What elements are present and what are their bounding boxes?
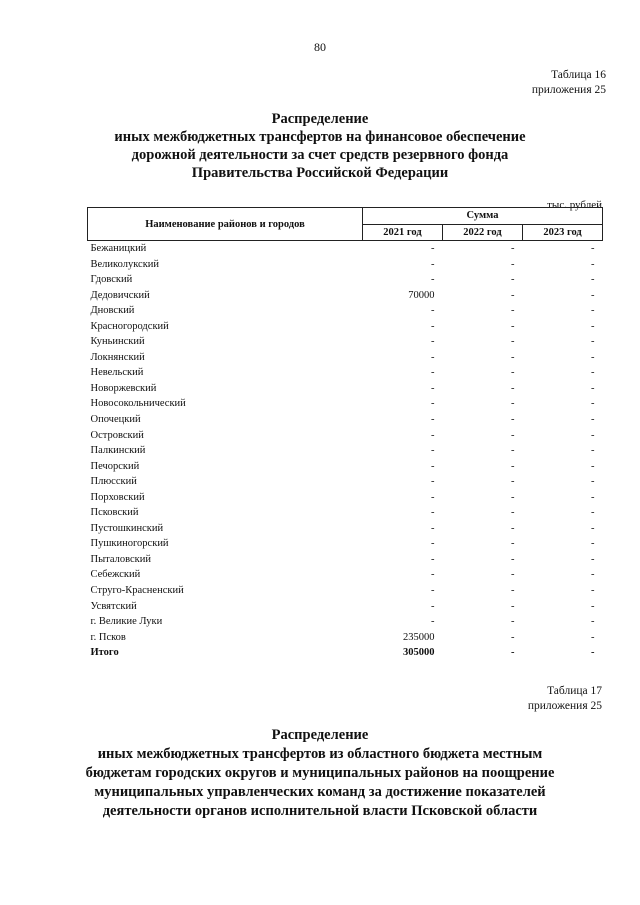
value-2022-cell: -: [511, 600, 515, 612]
value-2022-cell: -: [511, 507, 515, 519]
district-name-cell: Новоржевский: [90, 382, 157, 394]
value-2021-cell: 235000: [403, 631, 435, 643]
value-2023-cell: -: [591, 538, 595, 550]
table-row: [88, 257, 603, 273]
value-2021-cell: 70000: [408, 289, 435, 301]
table17-title-line2: иных межбюджетных трансфертов из областного бюджета местным: [97, 746, 543, 762]
district-name-cell: Островский: [90, 429, 144, 441]
district-name-cell: Итого: [90, 647, 119, 659]
value-2022-cell: -: [511, 585, 515, 597]
district-name-cell: Пустошкинский: [90, 522, 164, 534]
value-2021-cell: -: [431, 507, 435, 519]
table-body: [88, 241, 603, 661]
district-name-cell: Палкинский: [90, 445, 146, 457]
column-header-2022: 2022 год: [443, 224, 523, 241]
value-2022-cell: -: [511, 367, 515, 379]
table-row: [88, 459, 603, 475]
table-row: [88, 365, 603, 381]
district-name-cell: Псковский: [90, 507, 139, 519]
value-2023-cell: -: [591, 429, 595, 441]
table17-title: [0, 726, 640, 821]
value-2021-cell: -: [431, 258, 435, 270]
table-row: [88, 521, 603, 537]
value-2023-cell: -: [591, 336, 595, 348]
value-2022-cell: -: [511, 258, 515, 270]
value-2022-cell: -: [511, 522, 515, 534]
column-header-sum: Сумма: [363, 208, 603, 225]
value-2023-cell: -: [591, 553, 595, 565]
district-name-cell: Плюсский: [90, 476, 137, 488]
value-2021-cell: -: [431, 553, 435, 565]
value-2021-cell: -: [431, 320, 435, 332]
district-name-cell: Куньинский: [90, 336, 145, 348]
value-2023-cell: -: [591, 569, 595, 581]
value-2022-cell: -: [511, 414, 515, 426]
district-name-cell: Гдовский: [90, 274, 133, 286]
value-2021-cell: -: [431, 538, 435, 550]
value-2023-cell: -: [591, 600, 595, 612]
column-header-2023: 2023 год: [523, 224, 603, 241]
table-row: [88, 288, 603, 304]
table-row: [88, 583, 603, 599]
value-2023-cell: -: [591, 414, 595, 426]
table-row: [88, 334, 603, 350]
district-name-cell: г. Великие Луки: [90, 616, 163, 628]
district-name-cell: Опочецкий: [90, 414, 141, 426]
table16-ref-line1: Таблица 16: [551, 69, 606, 81]
table16-title-line4: Правительства Российской Федерации: [191, 165, 449, 181]
table-row: [88, 505, 603, 521]
value-2023-cell: -: [591, 258, 595, 270]
value-2022-cell: -: [511, 647, 515, 659]
value-2023-cell: -: [591, 320, 595, 332]
district-name-cell: Невельский: [90, 367, 144, 379]
value-2021-cell: -: [431, 600, 435, 612]
value-2022-cell: -: [511, 336, 515, 348]
column-header-name: Наименование районов и городов: [88, 208, 363, 241]
value-2022-cell: -: [511, 429, 515, 441]
value-2022-cell: -: [511, 274, 515, 286]
table-row: [88, 536, 603, 552]
page-number: 80: [314, 40, 326, 54]
table-row: [88, 599, 603, 615]
table17-ref-line1: Таблица 17: [547, 685, 602, 697]
units-label: тыс. рублей: [547, 199, 602, 211]
value-2021-cell: -: [431, 569, 435, 581]
table-row: [88, 319, 603, 335]
table-row: [88, 303, 603, 319]
table-row: [88, 630, 603, 646]
value-2023-cell: -: [591, 491, 595, 503]
value-2021-cell: -: [431, 243, 435, 254]
value-2021-cell: -: [431, 367, 435, 379]
value-2021-cell: -: [431, 616, 435, 628]
table17-title-line5: деятельности органов исполнительной власти Псковской области: [102, 803, 538, 819]
district-name-cell: Усвятский: [90, 600, 137, 612]
value-2023-cell: -: [591, 522, 595, 534]
table-row: [88, 412, 603, 428]
district-name-cell: Великолукский: [90, 258, 160, 270]
table17-ref-line2: приложения 25: [527, 700, 602, 712]
value-2022-cell: -: [511, 305, 515, 317]
value-2021-cell: -: [431, 445, 435, 457]
value-2022-cell: -: [511, 538, 515, 550]
table16-title: [0, 110, 640, 182]
value-2023-cell: -: [591, 351, 595, 363]
value-2021-cell: -: [431, 274, 435, 286]
district-name-cell: Дедовичский: [90, 289, 150, 301]
table16-title-line2: иных межбюджетных трансфертов на финансовое обеспечение: [114, 129, 526, 145]
table16-title-line1: Распределение: [271, 111, 369, 127]
table17-title-line4: муниципальных управленческих команд за достижение показателей: [94, 784, 546, 800]
value-2022-cell: -: [511, 460, 515, 472]
district-name-cell: г. Псков: [90, 631, 126, 643]
value-2022-cell: -: [511, 445, 515, 457]
value-2023-cell: -: [591, 382, 595, 394]
value-2021-cell: -: [431, 476, 435, 488]
district-name-cell: Струго-Красненский: [90, 585, 184, 597]
value-2023-cell: -: [591, 289, 595, 301]
value-2021-cell: -: [431, 305, 435, 317]
table-row: [88, 350, 603, 366]
value-2021-cell: -: [431, 414, 435, 426]
district-name-cell: Локнянский: [90, 351, 145, 363]
value-2021-cell: -: [431, 522, 435, 534]
table16-reference: [532, 68, 606, 98]
table-row: [88, 474, 603, 490]
value-2023-cell: -: [591, 243, 595, 254]
value-2023-cell: -: [591, 274, 595, 286]
table17-title-line3: бюджетам городских округов и муниципальных районов на поощрение: [85, 765, 555, 781]
value-2021-cell: -: [431, 491, 435, 503]
table-row: [88, 614, 603, 630]
value-2021-cell: -: [431, 336, 435, 348]
table-row: [88, 552, 603, 568]
table17-title-line1: Распределение: [271, 727, 369, 743]
district-name-cell: Печорский: [90, 460, 140, 472]
value-2021-cell: -: [431, 351, 435, 363]
district-name-cell: Пушкиногорский: [90, 538, 169, 550]
value-2023-cell: -: [591, 507, 595, 519]
value-2023-cell: -: [591, 616, 595, 628]
table-row: [88, 490, 603, 506]
district-name-cell: Порховский: [90, 491, 145, 503]
table16-ref-line2: приложения 25: [531, 84, 606, 96]
value-2023-cell: -: [591, 398, 595, 410]
table16-title-line3: дорожной деятельности за счет средств резервного фонда: [131, 147, 509, 163]
value-2022-cell: -: [511, 476, 515, 488]
district-name-cell: Себежский: [90, 569, 141, 581]
value-2022-cell: -: [511, 289, 515, 301]
value-2022-cell: -: [511, 631, 515, 643]
value-2023-cell: -: [591, 631, 595, 643]
table-row: [88, 443, 603, 459]
value-2021-cell: 305000: [403, 647, 435, 659]
column-header-2021: 2021 год: [363, 224, 443, 241]
value-2022-cell: -: [511, 320, 515, 332]
value-2023-cell: -: [591, 476, 595, 488]
value-2022-cell: -: [511, 553, 515, 565]
value-2022-cell: -: [511, 616, 515, 628]
value-2022-cell: -: [511, 382, 515, 394]
value-2023-cell: -: [591, 445, 595, 457]
table-row: [88, 381, 603, 397]
value-2022-cell: -: [511, 569, 515, 581]
value-2023-cell: -: [591, 460, 595, 472]
district-name-cell: Бежаницкий: [90, 243, 147, 254]
table-row: [88, 241, 603, 257]
table17-reference: [528, 684, 602, 714]
table-row: [88, 428, 603, 444]
distribution-table: [87, 207, 603, 661]
table-total-row: [88, 645, 603, 661]
value-2023-cell: -: [591, 305, 595, 317]
value-2021-cell: -: [431, 460, 435, 472]
value-2021-cell: -: [431, 398, 435, 410]
value-2022-cell: -: [511, 351, 515, 363]
district-name-cell: Дновский: [90, 305, 135, 317]
table-row: [88, 396, 603, 412]
district-name-cell: Красногородский: [90, 320, 169, 332]
district-name-cell: Новосокольнический: [90, 398, 186, 410]
table-row: [88, 272, 603, 288]
value-2021-cell: -: [431, 382, 435, 394]
value-2023-cell: -: [591, 367, 595, 379]
table-row: [88, 567, 603, 583]
value-2022-cell: -: [511, 243, 515, 254]
value-2021-cell: -: [431, 585, 435, 597]
value-2023-cell: -: [591, 647, 595, 659]
value-2023-cell: -: [591, 585, 595, 597]
value-2022-cell: -: [511, 491, 515, 503]
value-2021-cell: -: [431, 429, 435, 441]
district-name-cell: Пыталовский: [90, 553, 151, 565]
value-2022-cell: -: [511, 398, 515, 410]
